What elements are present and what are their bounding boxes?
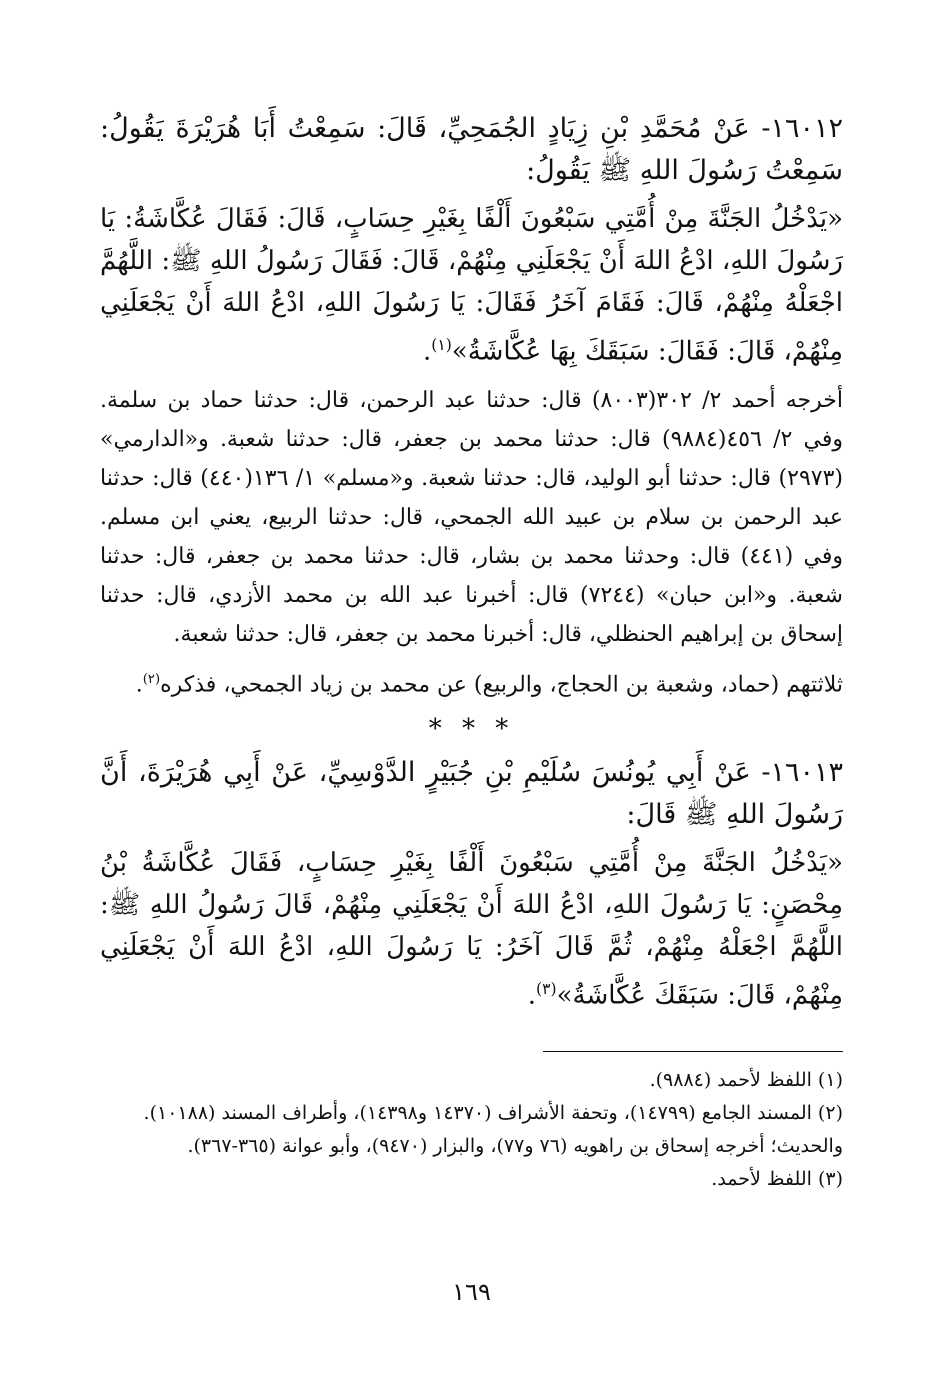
footnote-ref-1[interactable]: (١) [431, 336, 452, 354]
hadith-16012-matn-text: «يَدْخُلُ الجَنَّةَ مِنْ أُمَّتِي سَبْعُونَ أَلْفًا بِغَيْرِ حِسَابٍ، قَالَ: فَقَالَ عُكَّاشَةُ: يَا رَسُولَ اللهِ، ادْعُ اللهَ أَنْ يَجْعَلَنِي مِنْهُمْ، قَالَ: فَقَالَ رَسُولُ اللهِ ﷺ: اللَّهُمَّ اجْعَلْهُ مِنْهُمْ، قَالَ: فَقَامَ آخَرُ فَقَالَ: يَا رَسُولَ اللهِ، ادْعُ اللهَ أَنْ يَجْعَلَنِي مِنْهُمْ، قَالَ: فَقَالَ: سَبَقَكَ بِهَا عُكَّاشَةُ» [100, 204, 843, 367]
hadith-16012-isnad-text: ١٦٠١٢- عَنْ مُحَمَّدِ بْنِ زِيَادٍ الجُمَحِيِّ، قَالَ: سَمِعْتُ أَبَا هُرَيْرَةَ يَقُولُ: سَمِعْتُ رَسُولَ اللهِ ﷺ يَقُولُ: [100, 113, 843, 186]
footnotes [100, 1064, 843, 1196]
footnote-ref-2[interactable]: (٢) [142, 671, 161, 687]
footnote-3: (٣) اللفظ لأحمد. [711, 1167, 843, 1190]
hadith-16013-matn-text: «يَدْخُلُ الجَنَّةَ مِنْ أُمَّتِي سَبْعُونَ أَلْفًا بِغَيْرِ حِسَابٍ، فَقَالَ عُكَّاشَةُ بْنُ مِحْصَنٍ: يَا رَسُولَ اللهِ، ادْعُ اللهَ أَنْ يَجْعَلَنِي مِنْهُمْ، قَالَ رَسُولُ اللهِ ﷺ: اللَّهُمَّ اجْعَلْهُ مِنْهُمْ، ثُمَّ قَالَ آخَرُ: يَا رَسُولَ اللهِ، ادْعُ اللهَ أَنْ يَجْعَلَنِي مِنْهُمْ، قَالَ: سَبَقَكَ عُكَّاشَةُ» [100, 847, 843, 1011]
hadith-16012-takhrij-text: أخرجه أحمد ٢/ ٣٠٢(٨٠٠٣) قال: حدثنا عبد الرحمن، قال: حدثنا حماد بن سلمة. وفي ٢/ ٤٥٦(٩٨٨٤) قال: حدثنا محمد بن جعفر، قال: حدثنا شعبة. و«الدارمي» (٢٩٧٣) قال: حدثنا أبو الوليد، قال: حدثنا شعبة. و«مسلم» ١/ ١٣٦(٤٤٠) قال: حدثنا عبد الرحمن بن سلام بن عبيد الله الجمحي، قال: حدثنا الربيع، يعني ابن مسلم. وفي (٤٤١) قال: وحدثنا محمد بن بشار، قال: حدثنا محمد بن جعفر، قال: حدثنا شعبة. و«ابن حبان» (٧٢٤٤) قال: أخبرنا عبد الله بن محمد الأزدي، قال: حدثنا إسحاق بن إبراهيم الحنظلي، قال: أخبرنا محمد بن جعفر، قال: حدثنا شعبة. [100, 387, 844, 647]
section-separator: * * * [428, 713, 515, 744]
footnote-1: (١) اللفظ لأحمد (٩٨٨٤). [649, 1068, 843, 1091]
hadith-16013-matn: «يَدْخُلُ الجَنَّةَ مِنْ أُمَّتِي سَبْعُونَ أَلْفًا بِغَيْرِ حِسَابٍ، فَقَالَ عُكَّاشَةُ بْنُ مِحْصَنٍ: يَا رَسُولَ اللهِ، ادْعُ اللهَ أَنْ يَجْعَلَنِي مِنْهُمْ، قَالَ رَسُولُ اللهِ ﷺ: اللَّهُمَّ اجْعَلْهُ مِنْهُمْ، ثُمَّ قَالَ آخَرُ: يَا رَسُولَ اللهِ، ادْعُ اللهَ أَنْ يَجْعَلَنِي مِنْهُمْ، قَالَ: سَبَقَكَ عُكَّاشَةُ»$^{(٣)}$. [100, 847, 843, 1011]
hadith-16012-summary-text: ثلاثتهم (حماد، وشعبة بن الحجاج، والربيع) عن محمد بن زياد الجمحي، فذكره [160, 671, 843, 697]
hadith-16012-summary: ثلاثتهم (حماد، وشعبة بن الحجاج، والربيع) عن محمد بن زياد الجمحي، فذكره$^{(٢)}$. [135, 671, 843, 697]
footnote-ref-3[interactable]: (٣) [536, 979, 557, 998]
hadith-16013-isnad [100, 752, 843, 836]
footnote-divider [543, 1051, 843, 1052]
hadith-16012-takhrij [100, 381, 843, 654]
hadith-16012-isnad [100, 108, 843, 192]
footnote-2-continued: والحديث؛ أخرجه إسحاق بن راهويه (٧٦ و٧٧)، والبزار (٩٤٧٠)، وأبو عوانة (٣٦٥-٣٦٧). [187, 1134, 843, 1157]
hadith-16013-isnad-text: ١٦٠١٣- عَنْ أَبِي يُونُسَ سُلَيْمِ بْنِ جُبَيْرٍ الدَّوْسِيِّ، عَنْ أَبِي هُرَيْرَةَ، أَنَّ رَسُولَ اللهِ ﷺ قَالَ: [100, 756, 843, 830]
hadith-16012-matn: «يَدْخُلُ الجَنَّةَ مِنْ أُمَّتِي سَبْعُونَ أَلْفًا بِغَيْرِ حِسَابٍ، قَالَ: فَقَالَ عُكَّاشَةُ: يَا رَسُولَ اللهِ، ادْعُ اللهَ أَنْ يَجْعَلَنِي مِنْهُمْ، قَالَ: فَقَالَ رَسُولُ اللهِ ﷺ: اللَّهُمَّ اجْعَلْهُ مِنْهُمْ، قَالَ: فَقَامَ آخَرُ فَقَالَ: يَا رَسُولَ اللهِ، ادْعُ اللهَ أَنْ يَجْعَلَنِي مِنْهُمْ، قَالَ: فَقَالَ: سَبَقَكَ بِهَا عُكَّاشَةُ»$^{(١)}$. [100, 204, 843, 367]
page-number: ١٦٩ [452, 1278, 491, 1306]
footnote-2: (٢) المسند الجامع (١٤٧٩٩)، وتحفة الأشراف (١٤٣٧٠ و١٤٣٩٨)، وأطراف المسند (١٠١٨٨). [143, 1101, 843, 1124]
